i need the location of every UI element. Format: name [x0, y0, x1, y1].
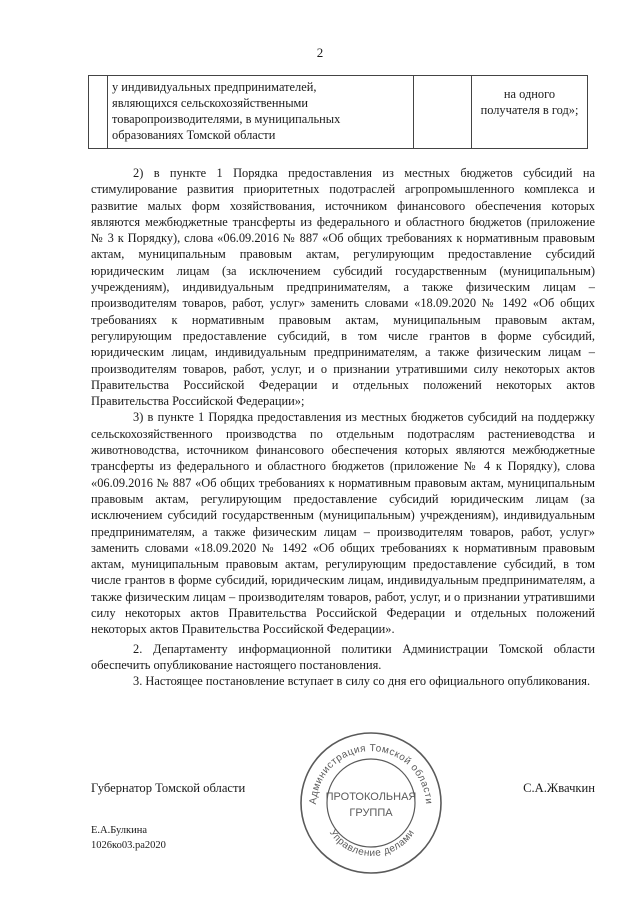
table-cell-recipients	[108, 76, 414, 149]
table-cell-empty	[89, 76, 108, 149]
table-text-line: образованиях Томской области	[112, 128, 276, 142]
protocol-stamp	[296, 728, 446, 878]
signatory-position: Губернатор Томской области	[91, 781, 246, 795]
table-row	[89, 76, 588, 149]
table-text-line: у индивидуальных предпринимателей,	[112, 80, 317, 94]
table-cell-empty	[414, 76, 472, 149]
paragraph-item-3: 3) в пункте 1 Порядка предоставления из местных бюджетов субсидий на поддержку сельскохозяйственного производства по отдельным подотраслям растениеводства и животноводства, источником финансового обеспечения которых являются межбюджетные трансферты из федерального и областного бюджетов (приложение № 4 к Порядку), слова «06.09.2016 № 887 «Об общих требованиях к нормативным правовым актам, муниципальным правовым актам, регулирующим предоставление субсидий юридическим лицам (за исключением субсидий государственным (муниципальным) учреждениям), индивидуальным предпринимателям, а также физическим лицам – производителям товаров, работ, услуг» заменить словами «18.09.2020 № 1492 «Об общих требованиях к нормативным правовым актам, муниципальным правовым актам, регулирующим предоставление субсидий, в том числе грантов в форме субсидий, юридическим лицам, индивидуальным предпринимателям, а также физическим лицам – производителям товаров, работ, услуг, и о признании утратившими силу некоторых актов Правительства Российской Федерации и отдельных положений некоторых актов Правительства Российской Федерации».	[91, 410, 595, 637]
table-cell-unit	[472, 76, 588, 149]
stamp-outer-text-top: Администрация Томской области	[307, 742, 435, 805]
page-number: 2	[316, 45, 324, 60]
stamp-inner-line-1: ПРОТОКОЛЬНАЯ	[325, 791, 417, 803]
signatory-name: С.А.Жвачкин	[523, 781, 595, 795]
document-footer	[91, 823, 166, 853]
table-value-line: на одного	[503, 87, 556, 101]
table-text-line: товаропроизводителями, в муниципальных	[112, 112, 341, 126]
paragraph-point-3: 3. Настоящее постановление вступает в силу со дня его официального опубликования.	[133, 674, 591, 689]
table-text-line: являющихся сельскохозяйственными	[112, 96, 308, 110]
stamp-outer-text-bottom: Управление делами	[326, 827, 418, 860]
continuation-table	[88, 75, 588, 149]
footer-doc-code: 1026ко03.ра2020	[91, 840, 166, 851]
footer-author: Е.А.Булкина	[91, 825, 148, 836]
table-value-line: получателя в год»;	[480, 103, 579, 117]
paragraph-point-2: 2. Департаменту информационной политики Администрации Томской области обеспечить опубликование настоящего постановления.	[91, 641, 595, 672]
document-body	[91, 165, 595, 690]
stamp-inner-line-2: ГРУППА	[349, 807, 393, 819]
paragraph-item-2: 2) в пункте 1 Порядка предоставления из местных бюджетов субсидий на стимулирование развития приоритетных подотраслей агропромышленного комплекса и развитие малых форм хозяйствования, источником финансового обеспечения которых являются межбюджетные трансферты из федерального и областного бюджетов (приложение № 3 к Порядку), слова «06.09.2016 № 887 «Об общих требованиях к нормативным правовым актам, муниципальным правовым актам, регулирующим предоставление субсидий юридическим лицам (за исключением субсидий государственным (муниципальным) учреждениям), индивидуальным предпринимателям, а также физическим лицам – производителям товаров, работ, услуг» заменить словами «18.09.2020 № 1492 «Об общих требованиях к нормативным правовым актам, муниципальным правовым актам, регулирующим предоставление субсидий, в том числе грантов в форме субсидий, юридическим лицам, индивидуальным предпринимателям, а также физическим лицам – производителям товаров, работ, услуг, и о признании утратившими силу некоторых актов Правительства Российской Федерации и отдельных положений некоторых актов Правительства Российской Федерации»;	[91, 166, 595, 409]
